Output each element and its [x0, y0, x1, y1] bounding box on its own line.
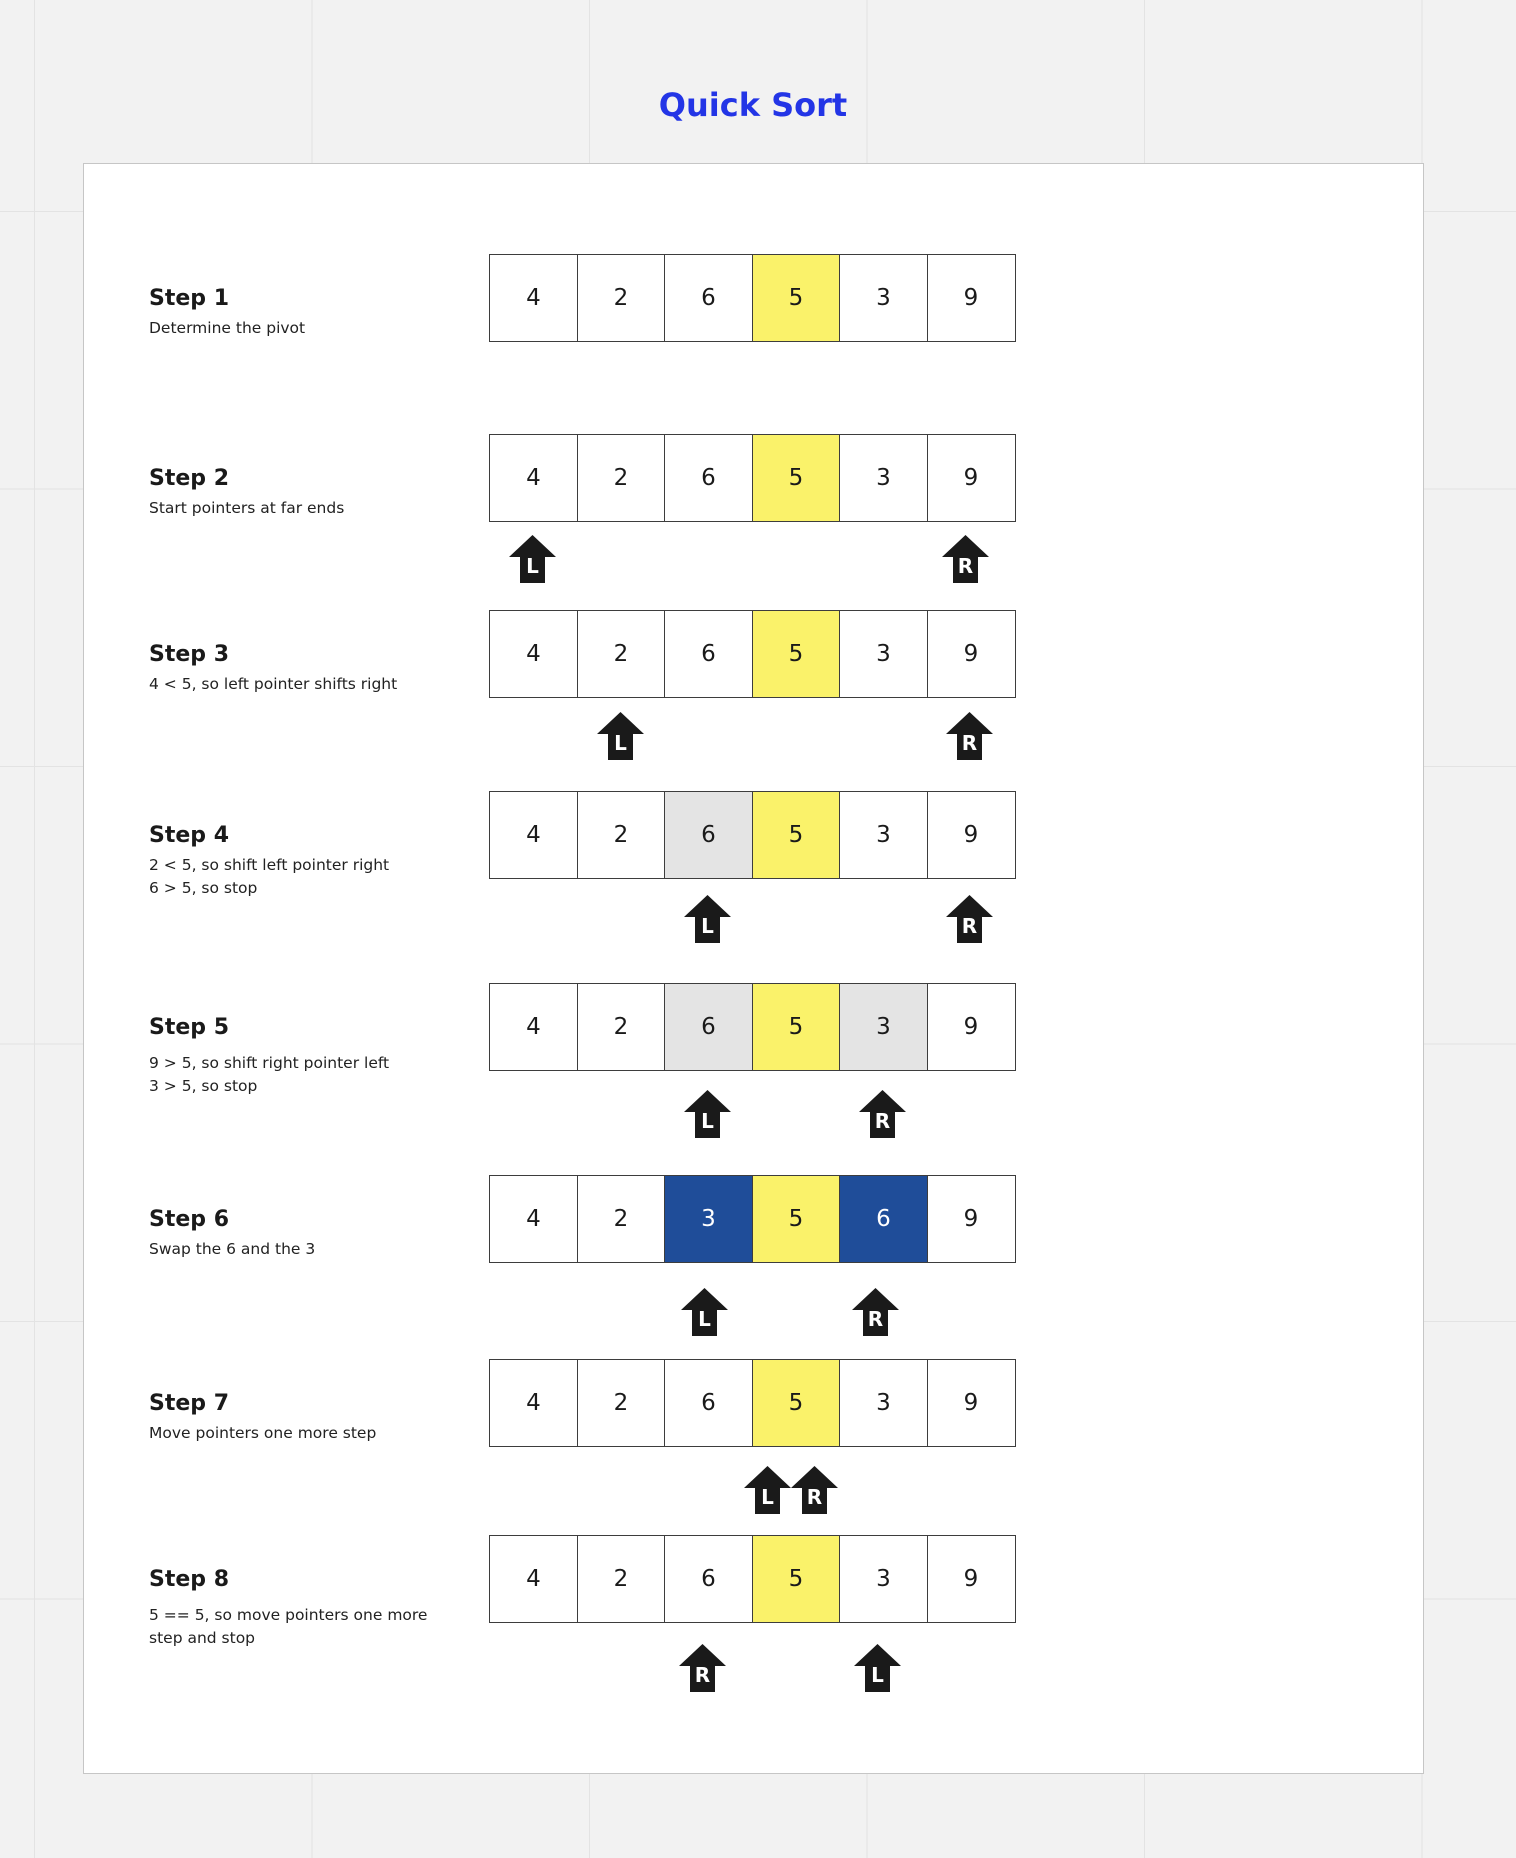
- array-cell-default: 3: [839, 1359, 928, 1447]
- step-title: Step 8: [149, 1567, 229, 1592]
- step-title: Step 5: [149, 1015, 229, 1040]
- step-description: [149, 1052, 449, 1098]
- array-cell-default: 9: [927, 983, 1016, 1071]
- step-title: Step 4: [149, 823, 229, 848]
- step-title: Step 6: [149, 1207, 229, 1232]
- array-cell-pivot: 5: [752, 1175, 841, 1263]
- step-description: [149, 1422, 449, 1445]
- pointer-L: [597, 712, 644, 760]
- array-cell-default: 9: [927, 1359, 1016, 1447]
- step-description: [149, 317, 449, 340]
- array-cell-default: 3: [839, 1535, 928, 1623]
- pointer-L: [681, 1288, 728, 1336]
- pointer-label: L: [871, 1663, 885, 1687]
- step-description-line: Swap the 6 and the 3: [149, 1240, 316, 1258]
- array-cell-default: 2: [577, 1359, 666, 1447]
- array-cell-default: 2: [577, 983, 666, 1071]
- array-row: [489, 434, 1016, 522]
- array-cell-default: 4: [489, 791, 578, 879]
- pointer-label: R: [957, 554, 973, 578]
- step-6: [84, 1175, 1425, 1258]
- array-cell-default: 6: [664, 254, 753, 342]
- step-description-line: 5 == 5, so move pointers one more step and stop: [149, 1606, 428, 1647]
- pointer-label: R: [868, 1307, 884, 1331]
- pointer-label: R: [875, 1109, 891, 1133]
- array-cell-default: 9: [927, 254, 1016, 342]
- array-cell-default: 2: [577, 1535, 666, 1623]
- array-cell-default: 6: [664, 434, 753, 522]
- array-cell-default: 4: [489, 254, 578, 342]
- array-cell-default: 9: [927, 791, 1016, 879]
- array-row: [489, 983, 1016, 1071]
- pointer-label: L: [613, 731, 627, 755]
- array-cell-default: 2: [577, 1175, 666, 1263]
- pointer-R: [942, 535, 989, 583]
- array-cell-default: 2: [577, 791, 666, 879]
- pointer-R: [859, 1090, 906, 1138]
- pointer-label: R: [961, 731, 977, 755]
- array-cell-pivot: 5: [752, 610, 841, 698]
- array-cell-default: 6: [664, 1359, 753, 1447]
- pointer-L: [509, 535, 556, 583]
- array-cell-default: 4: [489, 1359, 578, 1447]
- array-cell-pivot: 5: [752, 983, 841, 1071]
- pointer-label: R: [961, 914, 977, 938]
- step-description: [149, 1604, 449, 1650]
- array-cell-default: 9: [927, 434, 1016, 522]
- step-description-line: Start pointers at far ends: [149, 499, 345, 517]
- array-row: [489, 791, 1016, 879]
- array-cell-default: 9: [927, 1535, 1016, 1623]
- array-row: [489, 1535, 1016, 1623]
- array-cell-default: 9: [927, 1175, 1016, 1263]
- diagram-board: [83, 163, 1424, 1774]
- array-cell-default: 4: [489, 1175, 578, 1263]
- pointer-R: [852, 1288, 899, 1336]
- pointer-label: R: [695, 1663, 711, 1687]
- array-cell-pivot: 5: [752, 254, 841, 342]
- array-cell-pivot: 5: [752, 1535, 841, 1623]
- step-description: [149, 673, 449, 696]
- step-title: Step 7: [149, 1391, 229, 1416]
- step-description-line: 9 > 5, so shift right pointer left: [149, 1054, 390, 1072]
- step-title: Step 3: [149, 642, 229, 667]
- pointer-L: [854, 1644, 901, 1692]
- pointer-L: [684, 1090, 731, 1138]
- pointer-label: R: [806, 1485, 822, 1509]
- array-cell-pivot: 5: [752, 1359, 841, 1447]
- step-title: Step 2: [149, 466, 229, 491]
- array-cell-default: 6: [664, 1535, 753, 1623]
- step-description-line: 2 < 5, so shift left pointer right: [149, 856, 390, 874]
- step-description-line: Move pointers one more step: [149, 1424, 377, 1442]
- array-row: [489, 254, 1016, 342]
- array-cell-default: 3: [839, 254, 928, 342]
- array-row: [489, 610, 1016, 698]
- step-8: [84, 1535, 1425, 1647]
- array-cell-pivot: 5: [752, 791, 841, 879]
- pointer-label: L: [526, 554, 540, 578]
- array-cell-default: 6: [664, 610, 753, 698]
- array-cell-default: 4: [489, 434, 578, 522]
- step-3: [84, 610, 1425, 693]
- array-cell-compare: 6: [664, 791, 753, 879]
- pointer-R: [679, 1644, 726, 1692]
- array-cell-swap: 6: [839, 1175, 928, 1263]
- pointer-L: [744, 1466, 791, 1514]
- array-cell-default: 4: [489, 1535, 578, 1623]
- array-cell-default: 2: [577, 254, 666, 342]
- array-cell-pivot: 5: [752, 434, 841, 522]
- step-description: [149, 854, 449, 900]
- step-4: [84, 791, 1425, 897]
- pointer-R: [946, 895, 993, 943]
- array-cell-default: 3: [839, 434, 928, 522]
- array-cell-default: 2: [577, 434, 666, 522]
- pointer-label: L: [698, 1307, 712, 1331]
- step-description-line: Determine the pivot: [149, 319, 306, 337]
- page-title: Quick Sort: [658, 86, 848, 124]
- array-cell-default: 9: [927, 610, 1016, 698]
- array-cell-default: 4: [489, 610, 578, 698]
- array-cell-default: 3: [839, 610, 928, 698]
- array-cell-swap: 3: [664, 1175, 753, 1263]
- step-5: [84, 983, 1425, 1095]
- step-description-line: 4 < 5, so left pointer shifts right: [149, 675, 398, 693]
- step-description: [149, 1238, 449, 1261]
- array-row: [489, 1359, 1016, 1447]
- array-cell-default: 4: [489, 983, 578, 1071]
- step-2: [84, 434, 1425, 517]
- step-7: [84, 1359, 1425, 1442]
- array-cell-compare: 6: [664, 983, 753, 1071]
- step-description-line: 3 > 5, so stop: [149, 1077, 258, 1095]
- step-description-line: 6 > 5, so stop: [149, 879, 258, 897]
- pointer-label: L: [701, 914, 715, 938]
- step-description: [149, 497, 449, 520]
- array-cell-default: 2: [577, 610, 666, 698]
- pointer-label: L: [701, 1109, 715, 1133]
- pointer-R: [791, 1466, 838, 1514]
- pointer-R: [946, 712, 993, 760]
- pointer-label: L: [760, 1485, 774, 1509]
- array-cell-compare: 3: [839, 983, 928, 1071]
- step-title: Step 1: [149, 286, 229, 311]
- pointer-L: [684, 895, 731, 943]
- step-1: [84, 254, 1425, 337]
- array-row: [489, 1175, 1016, 1263]
- array-cell-default: 3: [839, 791, 928, 879]
